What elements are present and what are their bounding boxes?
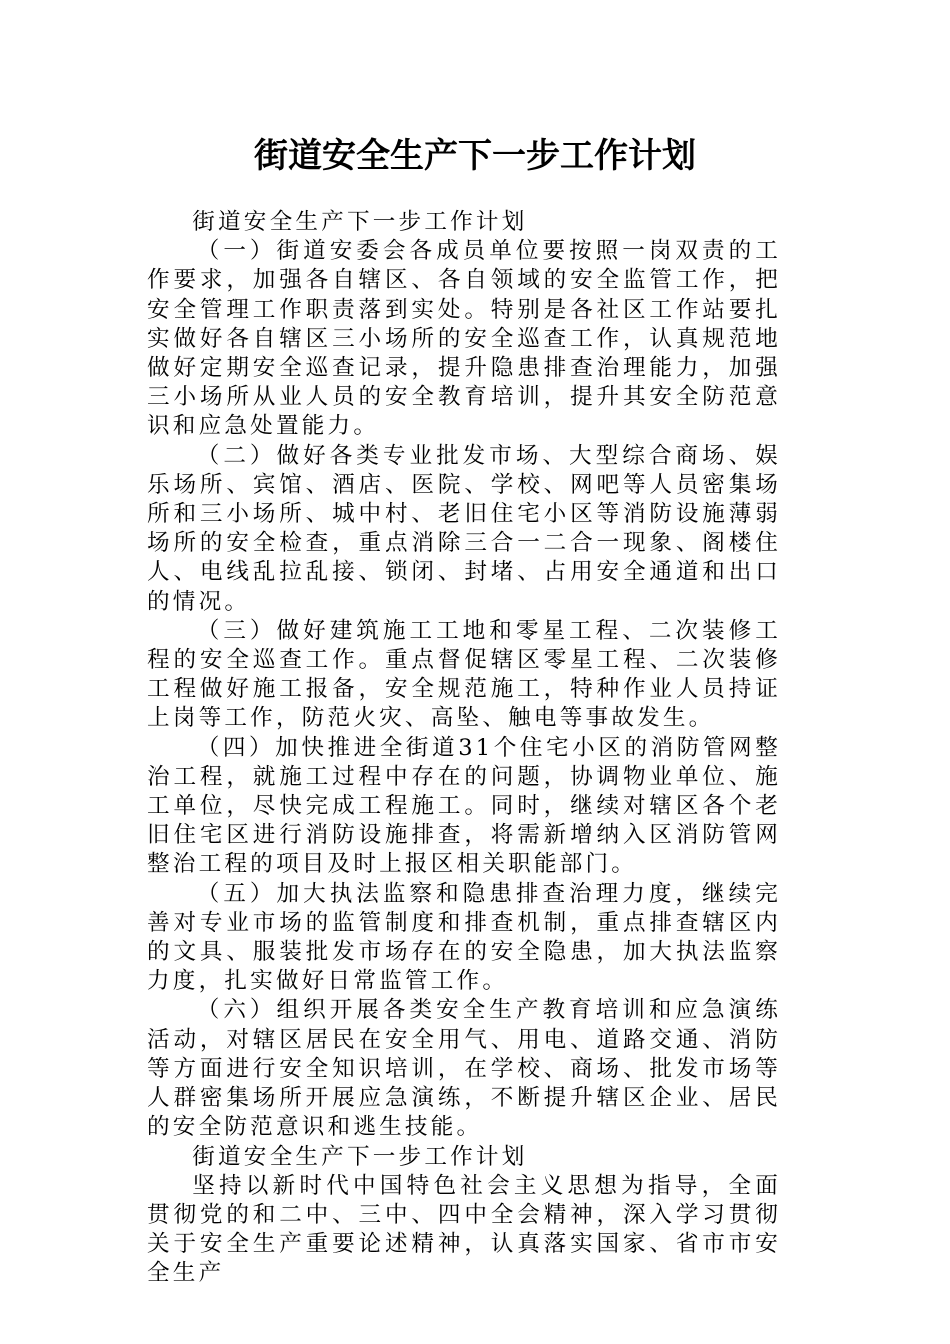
paragraph-item-3: （三）做好建筑施工工地和零星工程、二次装修工程的安全巡查工作。重点督促辖区零星工程、二次装修工程做好施工报备，安全规范施工，特种作业人员持证上岗等工作，防范火灾、高坠、触电等事故发生。 <box>147 617 781 732</box>
paragraph-item-6: （六）组织开展各类安全生产教育培训和应急演练活动，对辖区居民在安全用气、用电、道路交通、消防等方面进行安全知识培训，在学校、商场、批发市场等人群密集场所开展应急演练，不断提升辖区企业、居民的安全防范意识和逃生技能。 <box>147 997 781 1141</box>
paragraph-intro: 坚持以新时代中国特色社会主义思想为指导，全面贯彻党的和二中、三中、四中全会精神，深入学习贯彻关于安全生产重要论述精神，认真落实国家、省市市安全生产 <box>147 1172 781 1287</box>
paragraph-heading-2: 街道安全生产下一步工作计划 <box>192 1143 528 1170</box>
paragraph-item-4: （四）加快推进全街道31个住宅小区的消防管网整治工程，就施工过程中存在的问题，协调物业单位、施工单位，尽快完成工程施工。同时，继续对辖区各个老旧住宅区进行消防设施排查，将需新增纳入区消防管网整治工程的项目及时上报区相关职能部门。 <box>147 734 781 878</box>
paragraph-item-2: （二）做好各类专业批发市场、大型综合商场、娱乐场所、宾馆、酒店、医院、学校、网吧等人员密集场所和三小场所、城中村、老旧住宅小区等消防设施薄弱场所的安全检查，重点消除三合一二合一现象、阁楼住人、电线乱拉乱接、锁闭、封堵、占用安全通道和出口的情况。 <box>147 442 781 615</box>
paragraph-heading-1: 街道安全生产下一步工作计划 <box>192 209 528 235</box>
paragraph-item-1: （一）街道安委会各成员单位要按照一岗双责的工作要求，加强各自辖区、各自领域的安全监管工作，把安全管理工作职责落到实处。特别是各社区工作站要扎实做好各自辖区三小场所的安全巡查工作，认真规范地做好定期安全巡查记录，提升隐患排查治理能力，加强三小场所从业人员的安全教育培训，提升其安全防范意识和应急处置能力。 <box>147 238 781 440</box>
paragraph-item-5: （五）加大执法监察和隐患排查治理力度，继续完善对专业市场的监管制度和排查机制，重点排查辖区内的文具、服装批发市场存在的安全隐患，加大执法监察力度，扎实做好日常监管工作。 <box>147 880 781 995</box>
document-title: 街道安全生产下一步工作计划 <box>254 136 696 176</box>
document-body <box>147 208 781 1289</box>
